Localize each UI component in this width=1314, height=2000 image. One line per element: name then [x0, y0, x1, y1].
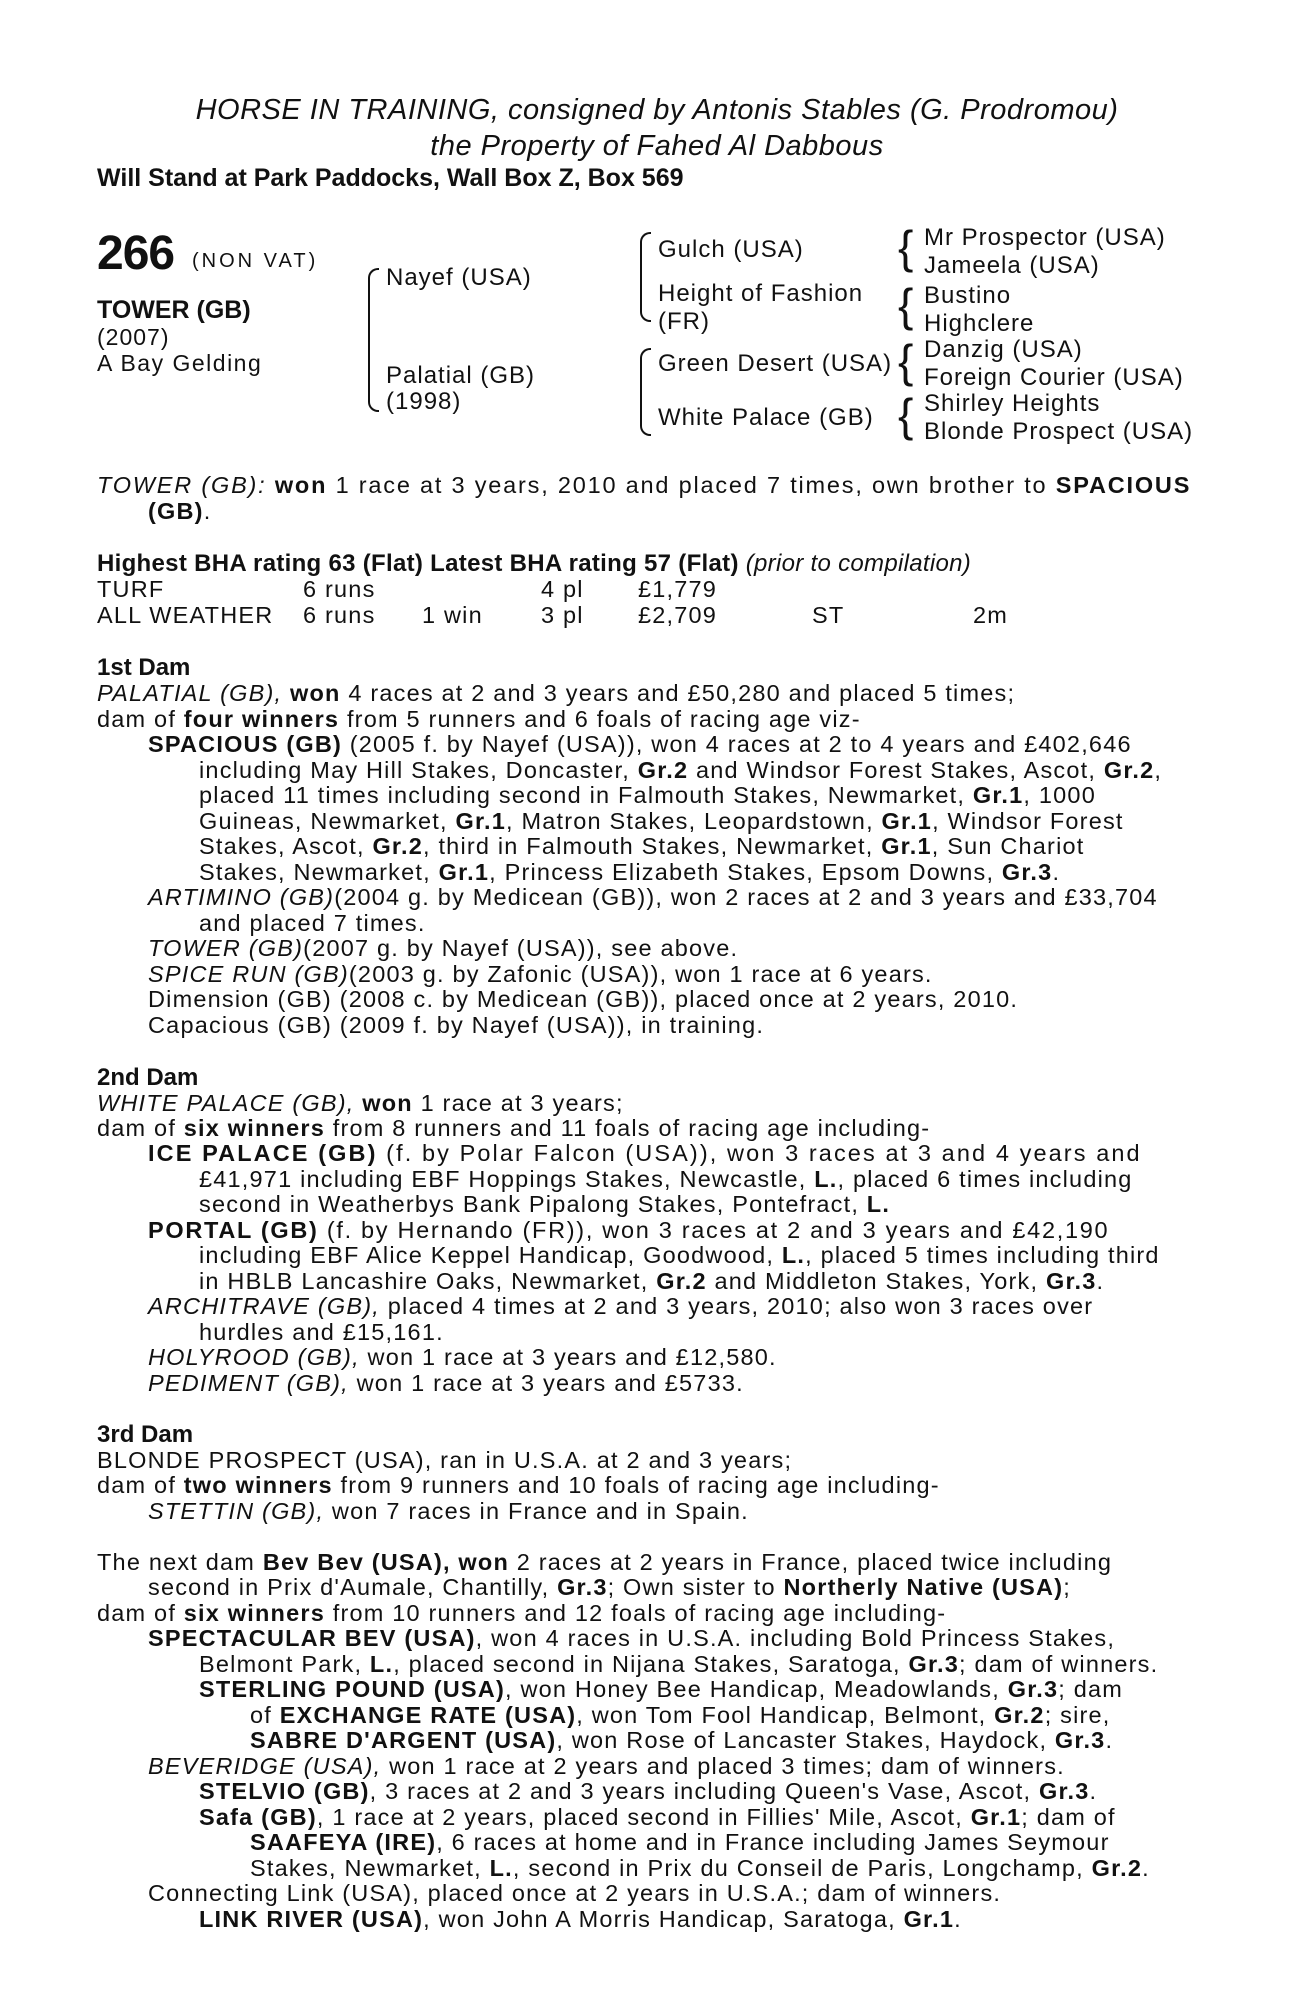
- text: .: [1052, 859, 1061, 885]
- produce-line: hurdles and £15,161.: [199, 1319, 444, 1345]
- grade: Gr.2: [637, 757, 689, 783]
- rating-surface: TURF: [97, 576, 165, 602]
- grade: Gr.3: [1007, 1676, 1059, 1702]
- produce-portal: [148, 1217, 1109, 1244]
- produce-line: [250, 1855, 1150, 1882]
- grade: Gr.1: [881, 808, 933, 834]
- text: £41,971 including EBF Hoppings Stakes, Newcastle,: [199, 1166, 807, 1192]
- winners-count: four winners: [183, 706, 340, 732]
- grade: Gr.1: [881, 833, 932, 859]
- produce-spacious: [148, 731, 1132, 758]
- produce-connecting-link: Connecting Link (USA), placed once at 2 years in U.S.A.; dam of winners.: [148, 1880, 1002, 1906]
- text: , 1 race at 2 years, placed second in Fillies' Mile, Ascot,: [316, 1804, 963, 1830]
- pedigree-brace-sire-dam: [368, 268, 379, 412]
- text: ,: [1154, 757, 1163, 783]
- produce-link-river: [199, 1906, 962, 1933]
- rating-runs: 6 runs: [303, 576, 376, 602]
- rating-heading-text: Highest BHA rating 63 (Flat) Latest BHA rating 57 (Flat): [97, 550, 739, 577]
- text: , Windsor Forest: [932, 808, 1124, 834]
- text: from 9 runners and 10 foals of racing age including-: [340, 1472, 940, 1498]
- dam-name: PALATIAL (GB),: [97, 680, 283, 706]
- produce-name: PEDIMENT (GB),: [148, 1370, 349, 1396]
- text: second in Prix d'Aumale, Chantilly,: [148, 1574, 550, 1600]
- second-dam-heading: 2nd Dam: [97, 1064, 199, 1091]
- produce-line: [199, 1242, 1160, 1269]
- pedigree-ggs-6: Foreign Courier (USA): [924, 364, 1184, 391]
- text: won 7 races in France and in Spain.: [331, 1498, 749, 1524]
- text: from 5 runners and 6 foals of racing age viz-: [346, 706, 861, 732]
- grade: Gr.2: [1103, 757, 1155, 783]
- summary-text: 1 race at 3 years, 2010 and placed 7 times, own brother to: [335, 472, 1048, 498]
- produce-name: SPECTACULAR BEV (USA): [148, 1625, 476, 1651]
- text: .: [954, 1906, 962, 1932]
- text: Stakes, Ascot,: [199, 833, 365, 859]
- produce-name: SPICE RUN (GB): [148, 961, 349, 987]
- produce-name: SAAFEYA (IRE): [250, 1829, 437, 1855]
- produce-artimino: [148, 884, 1158, 911]
- first-dam-produce-line: [97, 706, 861, 733]
- text: from 8 runners and 11 foals of racing age including-: [332, 1115, 931, 1141]
- winners-count: two winners: [183, 1472, 333, 1498]
- rating-prize: £2,709: [638, 602, 718, 628]
- grade: Gr.1: [438, 859, 490, 885]
- produce-name: Safa (GB): [199, 1804, 317, 1830]
- rating-heading: [97, 550, 971, 578]
- pedigree-dam-dam: White Palace (GB): [658, 404, 874, 431]
- text: (2005 f. by Nayef (USA)), won 4 races at 2 to 4 years and £402,646: [349, 731, 1132, 757]
- produce-line: [199, 782, 1096, 809]
- header-property: the Property of Fahed Al Dabbous: [430, 130, 884, 162]
- produce-tower: [148, 935, 738, 962]
- text: ; sire,: [1044, 1702, 1111, 1728]
- grade: Gr.3: [1001, 859, 1053, 885]
- text: and Windsor Forest Stakes, Ascot,: [696, 757, 1097, 783]
- produce-name: STERLING POUND (USA): [199, 1676, 505, 1702]
- grade: Gr.2: [1091, 1855, 1143, 1881]
- produce-name: SPACIOUS (GB): [148, 731, 343, 757]
- sibling-name: Northerly Native (USA): [783, 1574, 1064, 1600]
- grade: L.: [866, 1191, 891, 1217]
- header-consignor: HORSE IN TRAINING, consigned by Antonis Stables (G. Prodromou): [195, 94, 1119, 126]
- text: Belmont Park,: [199, 1651, 363, 1677]
- pedigree-sire-dam: Height of Fashion: [658, 280, 864, 307]
- produce-capacious: Capacious (GB) (2009 f. by Nayef (USA)), in training.: [148, 1012, 765, 1038]
- grade: Gr.1: [455, 808, 507, 834]
- text: , 1000: [1023, 782, 1096, 808]
- text: ;: [1063, 1574, 1071, 1600]
- pedigree-sire-dam-country: (FR): [658, 308, 710, 335]
- text: dam of: [97, 706, 177, 732]
- pedigree-brace-small-1: {: [898, 221, 914, 273]
- text: , second in Prix du Conseil de Paris, Longchamp,: [512, 1855, 1084, 1881]
- horse-year: (2007): [97, 324, 170, 350]
- text: (f. by Hernando (FR)), won 3 races at 2 and 3 years and £42,190: [326, 1217, 1110, 1243]
- summary-brother-country: (GB): [148, 498, 204, 524]
- text: placed 4 times at 2 and 3 years, 2010; also won 3 races over: [387, 1293, 1094, 1319]
- grade: Gr.3: [557, 1574, 608, 1600]
- grade: L.: [781, 1242, 806, 1268]
- text: (2004 g. by Medicean (GB)), won 2 races at 2 and 3 years and £33,704: [334, 884, 1158, 910]
- winners-count: six winners: [183, 1115, 325, 1141]
- next-dam-line: [97, 1549, 1112, 1576]
- produce-holyrood: [148, 1344, 777, 1371]
- second-dam-produce-line: [97, 1115, 930, 1142]
- produce-safa: [199, 1804, 1116, 1831]
- pedigree-sire: Nayef (USA): [386, 264, 532, 291]
- produce-name: ICE PALACE (GB): [148, 1140, 378, 1166]
- rating-going: ST: [812, 602, 845, 628]
- text: (2007 g. by Nayef (USA)), see above.: [303, 935, 739, 961]
- pedigree-brace-dam-line: [640, 348, 651, 436]
- text: dam of: [97, 1115, 177, 1141]
- text: , third in Falmouth Stakes, Newmarket,: [422, 833, 874, 859]
- second-dam-line: [97, 1090, 624, 1117]
- produce-pediment: [148, 1370, 744, 1397]
- summary-brother: SPACIOUS: [1055, 472, 1192, 498]
- vat-status: (NON VAT): [192, 250, 319, 272]
- produce-dimension: Dimension (GB) (2008 c. by Medicean (GB)), placed once at 2 years, 2010.: [148, 986, 1019, 1012]
- produce-name: BEVERIDGE (USA),: [148, 1753, 382, 1779]
- produce-line: [199, 833, 1085, 860]
- produce-name: TOWER (GB): [148, 935, 304, 961]
- pedigree-ggs-4: Highclere: [924, 310, 1035, 337]
- rating-runs: 6 runs: [303, 602, 376, 628]
- text: dam of: [97, 1600, 177, 1626]
- text: , placed 6 times including: [837, 1166, 1133, 1192]
- dam-record: 4 races at 2 and 3 years and £50,280 and placed 5 times;: [348, 680, 1016, 706]
- rating-prize: £1,779: [638, 576, 718, 602]
- text: won 1 race at 3 years and £5733.: [356, 1370, 744, 1396]
- produce-sterling-pound: [199, 1676, 1123, 1703]
- produce-line: [199, 808, 1124, 835]
- pedigree-sire-sire: Gulch (USA): [658, 236, 804, 263]
- text: of: [250, 1702, 272, 1728]
- first-dam-line: [97, 680, 1015, 707]
- summary-horse-name: TOWER (GB):: [97, 472, 267, 498]
- text: ; Own sister to: [607, 1574, 776, 1600]
- grade: L.: [814, 1166, 838, 1192]
- pedigree-brace-small-3: {: [898, 335, 914, 387]
- text: ; dam of: [1021, 1804, 1116, 1830]
- produce-stelvio: [199, 1778, 1097, 1805]
- rating-placed: 4 pl: [541, 576, 584, 602]
- pedigree-ggs-2: Jameela (USA): [924, 252, 1100, 279]
- produce-line: [250, 1702, 1111, 1729]
- produce-line: [250, 1829, 1110, 1856]
- stand-location: Will Stand at Park Paddocks, Wall Box Z, Box 569: [97, 164, 684, 192]
- text: won 1 race at 2 years and placed 3 times; dam of winners.: [389, 1753, 1065, 1779]
- race-summary: [97, 472, 1191, 499]
- text: Stakes, Newmarket,: [199, 859, 431, 885]
- rating-wins: 1 win: [422, 602, 483, 628]
- produce-line: and placed 7 times.: [199, 910, 426, 936]
- text: , Matron Stakes, Leopardstown,: [506, 808, 874, 834]
- text: .: [1096, 1268, 1105, 1294]
- produce-line: [199, 859, 1060, 886]
- produce-line: [199, 1191, 890, 1218]
- dam-won: won: [290, 680, 341, 706]
- produce-name: HOLYROOD (GB),: [148, 1344, 360, 1370]
- winners-count: six winners: [183, 1600, 325, 1626]
- produce-name: ARTIMINO (GB): [148, 884, 335, 910]
- text: placed 11 times including second in Falmouth Stakes, Newmarket,: [199, 782, 966, 808]
- pedigree-dam-year: (1998): [386, 388, 462, 415]
- text: The next dam: [97, 1549, 256, 1575]
- produce-name: PORTAL (GB): [148, 1217, 319, 1243]
- produce-line: [199, 757, 1162, 784]
- produce-line: [199, 1651, 1158, 1678]
- first-dam-heading: 1st Dam: [97, 654, 191, 681]
- text: including May Hill Stakes, Doncaster,: [199, 757, 631, 783]
- text: , won Rose of Lancaster Stakes, Haydock,: [556, 1727, 1048, 1753]
- produce-architrave: [148, 1293, 1093, 1320]
- next-dam-line: [148, 1574, 1071, 1601]
- dam-name: Bev Bev (USA), won: [262, 1549, 510, 1575]
- produce-name: STELVIO (GB): [199, 1778, 370, 1804]
- text: in HBLB Lancashire Oaks, Newmarket,: [199, 1268, 649, 1294]
- grade: Gr.3: [908, 1651, 960, 1677]
- grade: L.: [489, 1855, 513, 1881]
- text: ; dam of winners.: [959, 1651, 1159, 1677]
- produce-line: [199, 1268, 1104, 1295]
- pedigree-brace-small-4: {: [898, 389, 914, 441]
- pedigree-ggs-7: Shirley Heights: [924, 390, 1101, 417]
- grade: Gr.2: [372, 833, 423, 859]
- pedigree-ggs-5: Danzig (USA): [924, 336, 1083, 363]
- pedigree-dam-sire: Green Desert (USA): [658, 350, 893, 377]
- produce-spice-run: [148, 961, 933, 988]
- text: Guineas, Newmarket,: [199, 808, 448, 834]
- pedigree-ggs-1: Mr Prospector (USA): [924, 224, 1166, 251]
- text: , 6 races at home and in France including James Seymour: [436, 1829, 1110, 1855]
- pedigree-brace-sire-line: [640, 232, 651, 322]
- text: , 3 races at 2 and 3 years including Queen's Vase, Ascot,: [369, 1778, 1032, 1804]
- pedigree-ggs-8: Blonde Prospect (USA): [924, 418, 1194, 445]
- text: .: [1105, 1727, 1114, 1753]
- dam-name: WHITE PALACE (GB),: [97, 1090, 355, 1116]
- text: , Princess Elizabeth Stakes, Epsom Downs,: [489, 859, 995, 885]
- summary-won: won: [274, 472, 328, 498]
- text: dam of: [97, 1472, 177, 1498]
- produce-line: [199, 1166, 1133, 1193]
- text: 1 race at 3 years;: [420, 1090, 624, 1116]
- third-dam-produce-line: [97, 1472, 940, 1499]
- produce-beveridge: [148, 1753, 1065, 1780]
- text: , Sun Chariot: [931, 833, 1085, 859]
- rating-distance: 2m: [973, 602, 1009, 628]
- pedigree-ggs-3: Bustino: [924, 282, 1012, 309]
- produce-name: STETTIN (GB),: [148, 1498, 325, 1524]
- dam-won: won: [362, 1090, 413, 1116]
- text: second in Weatherbys Bank Pipalong Stakes, Pontefract,: [199, 1191, 860, 1217]
- third-dam-line: BLONDE PROSPECT (USA), ran in U.S.A. at 2 and 3 years;: [97, 1447, 793, 1473]
- produce-name: ARCHITRAVE (GB),: [148, 1293, 381, 1319]
- grade: Gr.1: [972, 782, 1024, 808]
- text: Stakes, Newmarket,: [250, 1855, 482, 1881]
- produce-spectacular-bev: [148, 1625, 1115, 1652]
- grade: Gr.3: [1054, 1727, 1106, 1753]
- produce-name: SABRE D'ARGENT (USA): [250, 1727, 557, 1753]
- text: (2003 g. by Zafonic (USA)), won 1 race at 6 years.: [348, 961, 933, 987]
- next-dam-produce-line: [97, 1600, 946, 1627]
- produce-ice-palace: [148, 1140, 1142, 1167]
- text: 2 races at 2 years in France, placed twice including: [516, 1549, 1113, 1575]
- lot-number: 266: [97, 227, 175, 280]
- grade: Gr.2: [994, 1702, 1045, 1728]
- grade: L.: [369, 1651, 394, 1677]
- third-dam-heading: 3rd Dam: [97, 1421, 194, 1448]
- grade: Gr.2: [656, 1268, 707, 1294]
- text: .: [1142, 1855, 1150, 1881]
- text: including EBF Alice Keppel Handicap, Goodwood,: [199, 1242, 775, 1268]
- text: from 10 runners and 12 foals of racing age including-: [332, 1600, 947, 1626]
- rating-note: (prior to compilation): [745, 550, 972, 577]
- produce-name: EXCHANGE RATE (USA): [279, 1702, 577, 1728]
- text: .: [1089, 1778, 1098, 1804]
- produce-line: [250, 1727, 1113, 1754]
- text: (f. by Polar Falcon (USA)), won 3 races at 3 and 4 years and: [386, 1140, 1142, 1166]
- text: and Middleton Stakes, York,: [714, 1268, 1039, 1294]
- grade: Gr.3: [1038, 1778, 1090, 1804]
- text: , placed second in Nijana Stakes, Saratoga,: [393, 1651, 901, 1677]
- produce-name: LINK RIVER (USA): [199, 1906, 424, 1932]
- grade: Gr.3: [1045, 1268, 1097, 1294]
- text: , won Tom Fool Handicap, Belmont,: [576, 1702, 987, 1728]
- horse-description: A Bay Gelding: [97, 350, 263, 376]
- text: , placed 5 times including third: [805, 1242, 1160, 1268]
- race-summary-cont: [148, 498, 211, 525]
- rating-placed: 3 pl: [541, 602, 584, 628]
- summary-end: .: [203, 498, 212, 524]
- grade: Gr.1: [903, 1906, 955, 1932]
- pedigree-brace-small-2: {: [898, 279, 914, 331]
- produce-stettin: [148, 1498, 749, 1525]
- rating-surface: ALL WEATHER: [97, 602, 274, 628]
- text: won 1 race at 3 years and £12,580.: [367, 1344, 777, 1370]
- grade: Gr.1: [970, 1804, 1022, 1830]
- text: , won Honey Bee Handicap, Meadowlands,: [505, 1676, 1000, 1702]
- text: ; dam: [1058, 1676, 1124, 1702]
- text: , won 4 races in U.S.A. including Bold Princess Stakes,: [475, 1625, 1116, 1651]
- pedigree-dam: Palatial (GB): [386, 362, 536, 389]
- text: , won John A Morris Handicap, Saratoga,: [423, 1906, 896, 1932]
- horse-name: TOWER (GB): [97, 296, 251, 324]
